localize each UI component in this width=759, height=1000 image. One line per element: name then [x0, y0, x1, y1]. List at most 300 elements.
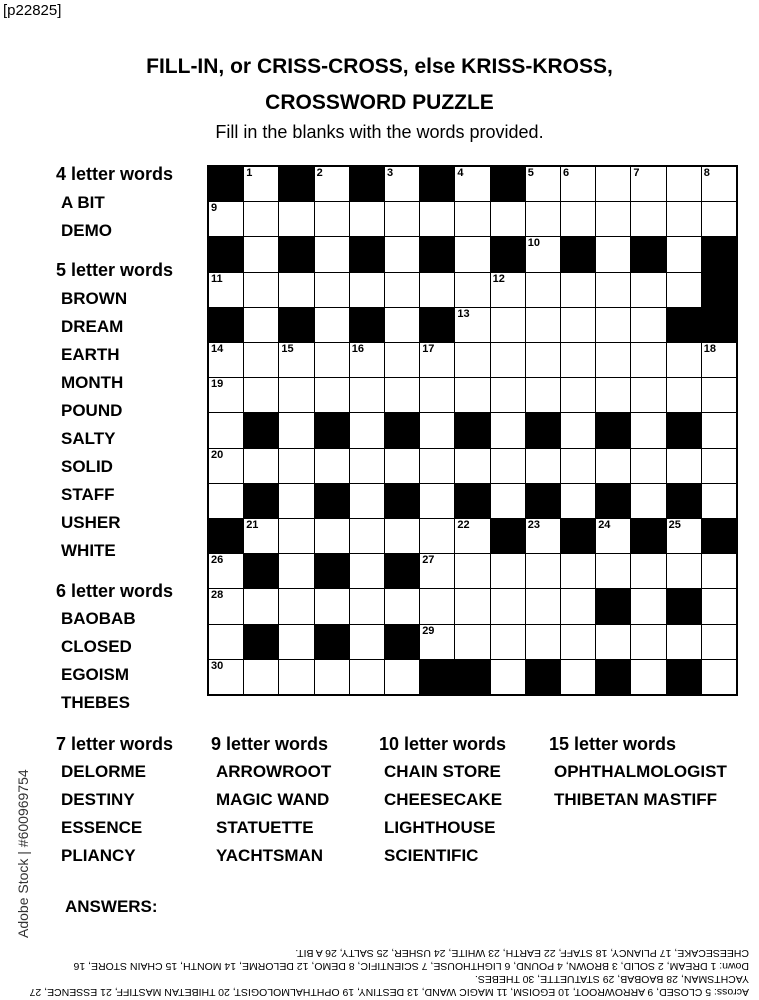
grid-block: [596, 589, 630, 623]
grid-cell[interactable]: [667, 237, 701, 271]
grid-block: [702, 237, 736, 271]
grid-cell[interactable]: [596, 308, 630, 342]
word-list-item: ARROWROOT: [216, 762, 332, 781]
grid-cell[interactable]: [279, 625, 313, 659]
grid-block: [385, 554, 419, 588]
word-list-heading-15: 15 letter words: [549, 734, 677, 754]
grid-cell[interactable]: [561, 484, 595, 518]
grid-cell[interactable]: [244, 449, 278, 483]
grid-cell[interactable]: [631, 413, 665, 447]
grid-block: [596, 413, 630, 447]
grid-cell[interactable]: [279, 273, 313, 307]
clue-number: 3: [387, 167, 394, 179]
grid-cell[interactable]: [420, 273, 454, 307]
clue-number: 17: [422, 343, 435, 355]
grid-block: [420, 660, 454, 694]
answers-block: [14, 930, 749, 998]
grid-cell[interactable]: [667, 554, 701, 588]
clue-number: 30: [211, 659, 224, 672]
grid-block: [279, 237, 313, 271]
grid-cell[interactable]: [279, 484, 313, 518]
grid-cell[interactable]: [631, 589, 665, 623]
grid-cell[interactable]: [244, 308, 278, 342]
clue-number: 1: [246, 167, 253, 179]
word-list-heading-9: 9 letter words: [211, 734, 329, 754]
grid-cell[interactable]: [315, 343, 349, 377]
grid-block: [667, 484, 701, 518]
grid-cell[interactable]: [596, 343, 630, 377]
grid-cell[interactable]: [702, 413, 736, 447]
grid-cell[interactable]: [315, 449, 349, 483]
grid-cell[interactable]: [385, 167, 419, 201]
grid-block: [526, 660, 560, 694]
grid-cell[interactable]: [350, 589, 384, 623]
grid-cell[interactable]: [455, 167, 489, 201]
grid-cell[interactable]: [667, 378, 701, 412]
grid-cell[interactable]: [596, 449, 630, 483]
grid-cell[interactable]: [491, 202, 525, 236]
clue-number: 11: [211, 272, 223, 285]
grid-cell[interactable]: [455, 343, 489, 377]
grid-cell[interactable]: [491, 484, 525, 518]
grid-cell[interactable]: [350, 273, 384, 307]
grid-block: [491, 519, 525, 553]
grid-cell[interactable]: [526, 449, 560, 483]
grid-block: [385, 625, 419, 659]
grid-block: [209, 519, 243, 553]
grid-block: [631, 237, 665, 271]
grid-cell[interactable]: [350, 484, 384, 518]
grid-cell[interactable]: [420, 449, 454, 483]
grid-cell[interactable]: [315, 660, 349, 694]
word-list-item: ESSENCE: [61, 818, 143, 837]
grid-cell[interactable]: [455, 449, 489, 483]
grid-cell[interactable]: [350, 202, 384, 236]
grid-cell[interactable]: [279, 413, 313, 447]
grid-block: [702, 273, 736, 307]
page-title-line1: FILL-IN, or CRISS-CROSS, else KRISS-KROSS,: [146, 55, 613, 78]
grid-cell[interactable]: [596, 237, 630, 271]
grid-cell[interactable]: [279, 519, 313, 553]
grid-cell[interactable]: [420, 202, 454, 236]
clue-number: 4: [457, 167, 464, 179]
grid-block: [279, 167, 313, 201]
grid-cell[interactable]: [491, 449, 525, 483]
grid-cell[interactable]: [279, 378, 313, 412]
grid-cell[interactable]: [596, 625, 630, 659]
grid-block: [702, 519, 736, 553]
grid-cell[interactable]: [526, 378, 560, 412]
grid-block: [561, 237, 595, 271]
grid-cell[interactable]: [350, 554, 384, 588]
grid-cell[interactable]: [209, 554, 243, 588]
grid-cell[interactable]: [631, 484, 665, 518]
grid-cell[interactable]: [526, 554, 560, 588]
grid-cell[interactable]: [420, 413, 454, 447]
grid-cell[interactable]: [667, 273, 701, 307]
word-list-heading-7: 7 letter words: [56, 734, 174, 754]
grid-cell[interactable]: [667, 343, 701, 377]
word-list-item: CHEESECAKE: [384, 790, 503, 809]
word-list-heading-10: 10 letter words: [379, 734, 507, 754]
grid-cell[interactable]: [209, 660, 243, 694]
grid-cell[interactable]: [596, 378, 630, 412]
grid-cell[interactable]: [209, 343, 243, 377]
word-list-item: THIBETAN MASTIFF: [554, 790, 718, 809]
clue-number: 13: [457, 307, 470, 320]
clue-number: 27: [422, 554, 435, 567]
grid-block: [350, 167, 384, 201]
word-list-item: THEBES: [61, 693, 130, 712]
stock-watermark-label: Adobe Stock | #600969754: [15, 769, 31, 938]
grid-cell[interactable]: [420, 378, 454, 412]
grid-cell[interactable]: [385, 449, 419, 483]
grid-block: [455, 413, 489, 447]
grid-block: [315, 625, 349, 659]
word-list-item: CHAIN STORE: [384, 762, 501, 781]
grid-block: [209, 167, 243, 201]
grid-cell[interactable]: [455, 554, 489, 588]
grid-cell[interactable]: [455, 519, 489, 553]
grid-cell[interactable]: [420, 484, 454, 518]
word-list-item: BAOBAB: [61, 609, 136, 628]
grid-block: [279, 308, 313, 342]
grid-cell[interactable]: [350, 343, 384, 377]
word-list-item: YACHTSMAN: [216, 846, 324, 865]
word-list-item: STATUETTE: [216, 818, 314, 837]
grid-cell[interactable]: [631, 308, 665, 342]
grid-block: [244, 484, 278, 518]
clue-number: 25: [668, 519, 681, 531]
answers-down: Down: 1 DREAM, 2 SOLID, 3 BROWN, 4 POUND, 6 LIGHTHOUSE, 7 SCIENTIFIC, 8 DEMO, 12 DELORME, 14 MONTH, 15 CHAIN STORE, 16 CHEESECAKE, 17 PLIANCY, 18 STAFF, 22 EARTH, 23 WHITE, 24 USHER, 25 SALTY, 26 A BIT.: [73, 947, 749, 972]
grid-cell[interactable]: [385, 519, 419, 553]
grid-cell[interactable]: [526, 273, 560, 307]
grid-block: [526, 484, 560, 518]
word-list-item: SOLID: [61, 457, 113, 476]
grid-block: [561, 519, 595, 553]
word-list-item: EGOISM: [61, 665, 130, 684]
grid-cell[interactable]: [702, 167, 736, 201]
grid-cell[interactable]: [315, 167, 349, 201]
grid-cell[interactable]: [491, 413, 525, 447]
grid-cell[interactable]: [561, 202, 595, 236]
grid-cell[interactable]: [667, 625, 701, 659]
grid-cell[interactable]: [209, 413, 243, 447]
grid-cell[interactable]: [315, 519, 349, 553]
word-list-item: SCIENTIFIC: [384, 846, 479, 865]
grid-cell[interactable]: [631, 202, 665, 236]
word-list-item: POUND: [61, 401, 123, 420]
word-list-heading-4: 4 letter words: [56, 164, 174, 184]
grid-cell[interactable]: [561, 625, 595, 659]
grid-block: [315, 484, 349, 518]
grid-cell[interactable]: [491, 589, 525, 623]
grid-cell[interactable]: [702, 625, 736, 659]
clue-number: 26: [211, 554, 224, 567]
grid-cell[interactable]: [526, 625, 560, 659]
clue-number: 20: [211, 448, 224, 461]
grid-block: [667, 413, 701, 447]
word-list-item: WHITE: [61, 541, 116, 560]
grid-cell[interactable]: [702, 449, 736, 483]
grid-cell[interactable]: [385, 308, 419, 342]
crossword-grid-container: [207, 165, 737, 695]
grid-block: [667, 589, 701, 623]
grid-block: [209, 308, 243, 342]
grid-block: [385, 484, 419, 518]
grid-cell[interactable]: [667, 449, 701, 483]
grid-cell[interactable]: [244, 343, 278, 377]
grid-cell[interactable]: [702, 554, 736, 588]
clue-number: 28: [211, 589, 224, 602]
word-list-item: MONTH: [61, 373, 124, 392]
grid-cell[interactable]: [209, 202, 243, 236]
word-list-heading-6: 6 letter words: [56, 581, 174, 601]
word-list-item: SALTY: [61, 429, 116, 448]
clue-number: 14: [211, 343, 224, 355]
grid-cell[interactable]: [244, 237, 278, 271]
grid-cell[interactable]: [702, 660, 736, 694]
clue-number: 8: [703, 167, 710, 179]
word-list-item: BROWN: [61, 289, 128, 308]
clue-number: 29: [422, 624, 435, 637]
grid-cell[interactable]: [385, 378, 419, 412]
word-list-item: CLOSED: [61, 637, 132, 656]
grid-cell[interactable]: [350, 449, 384, 483]
grid-cell[interactable]: [491, 554, 525, 588]
word-list-item: MAGIC WAND: [216, 790, 330, 809]
grid-cell[interactable]: [631, 449, 665, 483]
grid-block: [244, 554, 278, 588]
grid-block: [420, 308, 454, 342]
grid-cell[interactable]: [561, 343, 595, 377]
grid-cell[interactable]: [385, 660, 419, 694]
grid-cell[interactable]: [315, 308, 349, 342]
grid-block: [420, 167, 454, 201]
grid-cell[interactable]: [244, 519, 278, 553]
grid-cell[interactable]: [667, 202, 701, 236]
grid-cell[interactable]: [209, 449, 243, 483]
grid-cell[interactable]: [244, 589, 278, 623]
grid-block: [420, 237, 454, 271]
grid-cell[interactable]: [315, 378, 349, 412]
clue-number: 19: [211, 378, 224, 391]
clue-number: 6: [563, 167, 570, 179]
grid-cell[interactable]: [279, 202, 313, 236]
grid-cell[interactable]: [667, 519, 701, 553]
image-tag: [p22825]: [3, 2, 62, 19]
clue-number: 9: [211, 202, 218, 215]
grid-block: [315, 554, 349, 588]
grid-cell[interactable]: [491, 378, 525, 412]
grid-cell[interactable]: [702, 484, 736, 518]
grid-cell[interactable]: [702, 202, 736, 236]
word-list-item: OPHTHALMOLOGIST: [554, 762, 727, 781]
grid-cell[interactable]: [561, 589, 595, 623]
clue-number: 23: [527, 519, 541, 531]
grid-cell[interactable]: [455, 202, 489, 236]
grid-cell[interactable]: [350, 660, 384, 694]
page-title-line2: CROSSWORD PUZZLE: [265, 91, 494, 114]
grid-cell[interactable]: [209, 273, 243, 307]
grid-cell[interactable]: [209, 589, 243, 623]
grid-cell[interactable]: [631, 167, 665, 201]
grid-cell[interactable]: [596, 554, 630, 588]
grid-cell[interactable]: [385, 589, 419, 623]
grid-block: [667, 660, 701, 694]
grid-cell[interactable]: [561, 378, 595, 412]
clue-number: 15: [281, 343, 294, 355]
word-list-item: DREAM: [61, 317, 124, 336]
grid-cell[interactable]: [315, 273, 349, 307]
clue-number: 10: [527, 237, 541, 250]
answers-across: Across: 5 CLOSED, 9 ARROWROOT, 10 EGOISM, 11 MAGIC WAND, 13 DESTINY, 19 OPHTHALMOLOGIST, 20 THIBETAN MASTIFF, 21 ESSENCE, 27 YACHTSMAN, 28 BAOBAB, 29 STATUETTE, 30 THEBES.: [29, 973, 749, 998]
grid-cell[interactable]: [491, 273, 525, 307]
grid-cell[interactable]: [350, 519, 384, 553]
grid-cell[interactable]: [420, 589, 454, 623]
grid-block: [526, 413, 560, 447]
grid-cell[interactable]: [631, 273, 665, 307]
grid-cell[interactable]: [631, 378, 665, 412]
clue-number: 22: [457, 519, 470, 531]
grid-cell[interactable]: [385, 343, 419, 377]
grid-cell[interactable]: [561, 273, 595, 307]
grid-cell[interactable]: [526, 519, 560, 553]
grid-block: [315, 413, 349, 447]
grid-cell[interactable]: [279, 660, 313, 694]
clue-number: 2: [316, 167, 323, 179]
grid-block: [631, 519, 665, 553]
grid-cell[interactable]: [350, 413, 384, 447]
grid-cell[interactable]: [420, 554, 454, 588]
word-list-item: PLIANCY: [61, 846, 136, 865]
page-subtitle: Fill in the blanks with the words provided.: [215, 122, 544, 142]
crossword-grid: [207, 165, 738, 696]
grid-block: [455, 660, 489, 694]
grid-cell[interactable]: [385, 202, 419, 236]
grid-cell[interactable]: [209, 484, 243, 518]
grid-cell[interactable]: [244, 202, 278, 236]
grid-cell[interactable]: [315, 237, 349, 271]
grid-cell[interactable]: [526, 589, 560, 623]
grid-cell[interactable]: [702, 589, 736, 623]
word-list-item: STAFF: [61, 485, 115, 504]
word-list-item: DELORME: [61, 762, 146, 781]
grid-cell[interactable]: [596, 202, 630, 236]
grid-block: [385, 413, 419, 447]
grid-cell[interactable]: [596, 167, 630, 201]
grid-cell[interactable]: [667, 167, 701, 201]
grid-cell[interactable]: [526, 343, 560, 377]
grid-cell[interactable]: [244, 167, 278, 201]
grid-cell[interactable]: [455, 378, 489, 412]
grid-cell[interactable]: [209, 625, 243, 659]
grid-cell[interactable]: [279, 343, 313, 377]
grid-cell[interactable]: [455, 308, 489, 342]
grid-block: [455, 484, 489, 518]
grid-block: [350, 237, 384, 271]
grid-cell[interactable]: [561, 554, 595, 588]
grid-cell[interactable]: [526, 202, 560, 236]
grid-cell[interactable]: [561, 308, 595, 342]
grid-cell[interactable]: [561, 660, 595, 694]
clue-number: 12: [492, 272, 505, 285]
grid-cell[interactable]: [526, 237, 560, 271]
grid-cell[interactable]: [702, 378, 736, 412]
grid-cell[interactable]: [455, 237, 489, 271]
grid-block: [209, 237, 243, 271]
word-list-item: EARTH: [61, 345, 120, 364]
grid-cell[interactable]: [631, 554, 665, 588]
grid-cell[interactable]: [526, 167, 560, 201]
grid-cell[interactable]: [455, 625, 489, 659]
grid-cell[interactable]: [491, 625, 525, 659]
clue-number: 18: [703, 343, 717, 355]
grid-cell[interactable]: [209, 378, 243, 412]
grid-cell[interactable]: [561, 413, 595, 447]
clue-number: 21: [246, 519, 259, 531]
grid-cell[interactable]: [350, 378, 384, 412]
grid-cell[interactable]: [631, 660, 665, 694]
grid-cell[interactable]: [244, 378, 278, 412]
grid-cell[interactable]: [315, 202, 349, 236]
grid-cell[interactable]: [350, 625, 384, 659]
grid-cell[interactable]: [631, 625, 665, 659]
grid-cell[interactable]: [596, 273, 630, 307]
grid-cell[interactable]: [526, 308, 560, 342]
grid-cell[interactable]: [631, 343, 665, 377]
grid-block: [350, 308, 384, 342]
grid-block: [667, 308, 701, 342]
grid-cell[interactable]: [385, 273, 419, 307]
grid-cell[interactable]: [420, 625, 454, 659]
grid-cell[interactable]: [491, 308, 525, 342]
grid-cell[interactable]: [455, 273, 489, 307]
grid-cell[interactable]: [420, 519, 454, 553]
clue-number: 16: [351, 343, 365, 355]
clue-number: 7: [633, 167, 640, 179]
grid-cell[interactable]: [315, 589, 349, 623]
grid-cell[interactable]: [279, 589, 313, 623]
grid-cell[interactable]: [244, 273, 278, 307]
grid-cell[interactable]: [420, 343, 454, 377]
grid-block: [244, 413, 278, 447]
answers-heading: ANSWERS:: [65, 897, 158, 916]
grid-block: [702, 308, 736, 342]
word-list-item: DESTINY: [61, 790, 135, 809]
grid-block: [596, 484, 630, 518]
grid-cell[interactable]: [455, 589, 489, 623]
grid-cell[interactable]: [244, 660, 278, 694]
grid-cell[interactable]: [561, 449, 595, 483]
word-list-item: USHER: [61, 513, 121, 532]
grid-block: [596, 660, 630, 694]
grid-cell[interactable]: [491, 660, 525, 694]
grid-cell[interactable]: [491, 343, 525, 377]
grid-cell[interactable]: [561, 167, 595, 201]
grid-cell[interactable]: [279, 449, 313, 483]
grid-block: [491, 167, 525, 201]
word-list-item: LIGHTHOUSE: [384, 818, 496, 837]
grid-cell[interactable]: [702, 343, 736, 377]
grid-block: [491, 237, 525, 271]
clue-number: 5: [527, 167, 534, 179]
clue-number: 24: [598, 519, 611, 531]
grid-cell[interactable]: [279, 554, 313, 588]
grid-cell[interactable]: [596, 519, 630, 553]
grid-cell[interactable]: [385, 237, 419, 271]
word-list-heading-5: 5 letter words: [56, 260, 174, 280]
